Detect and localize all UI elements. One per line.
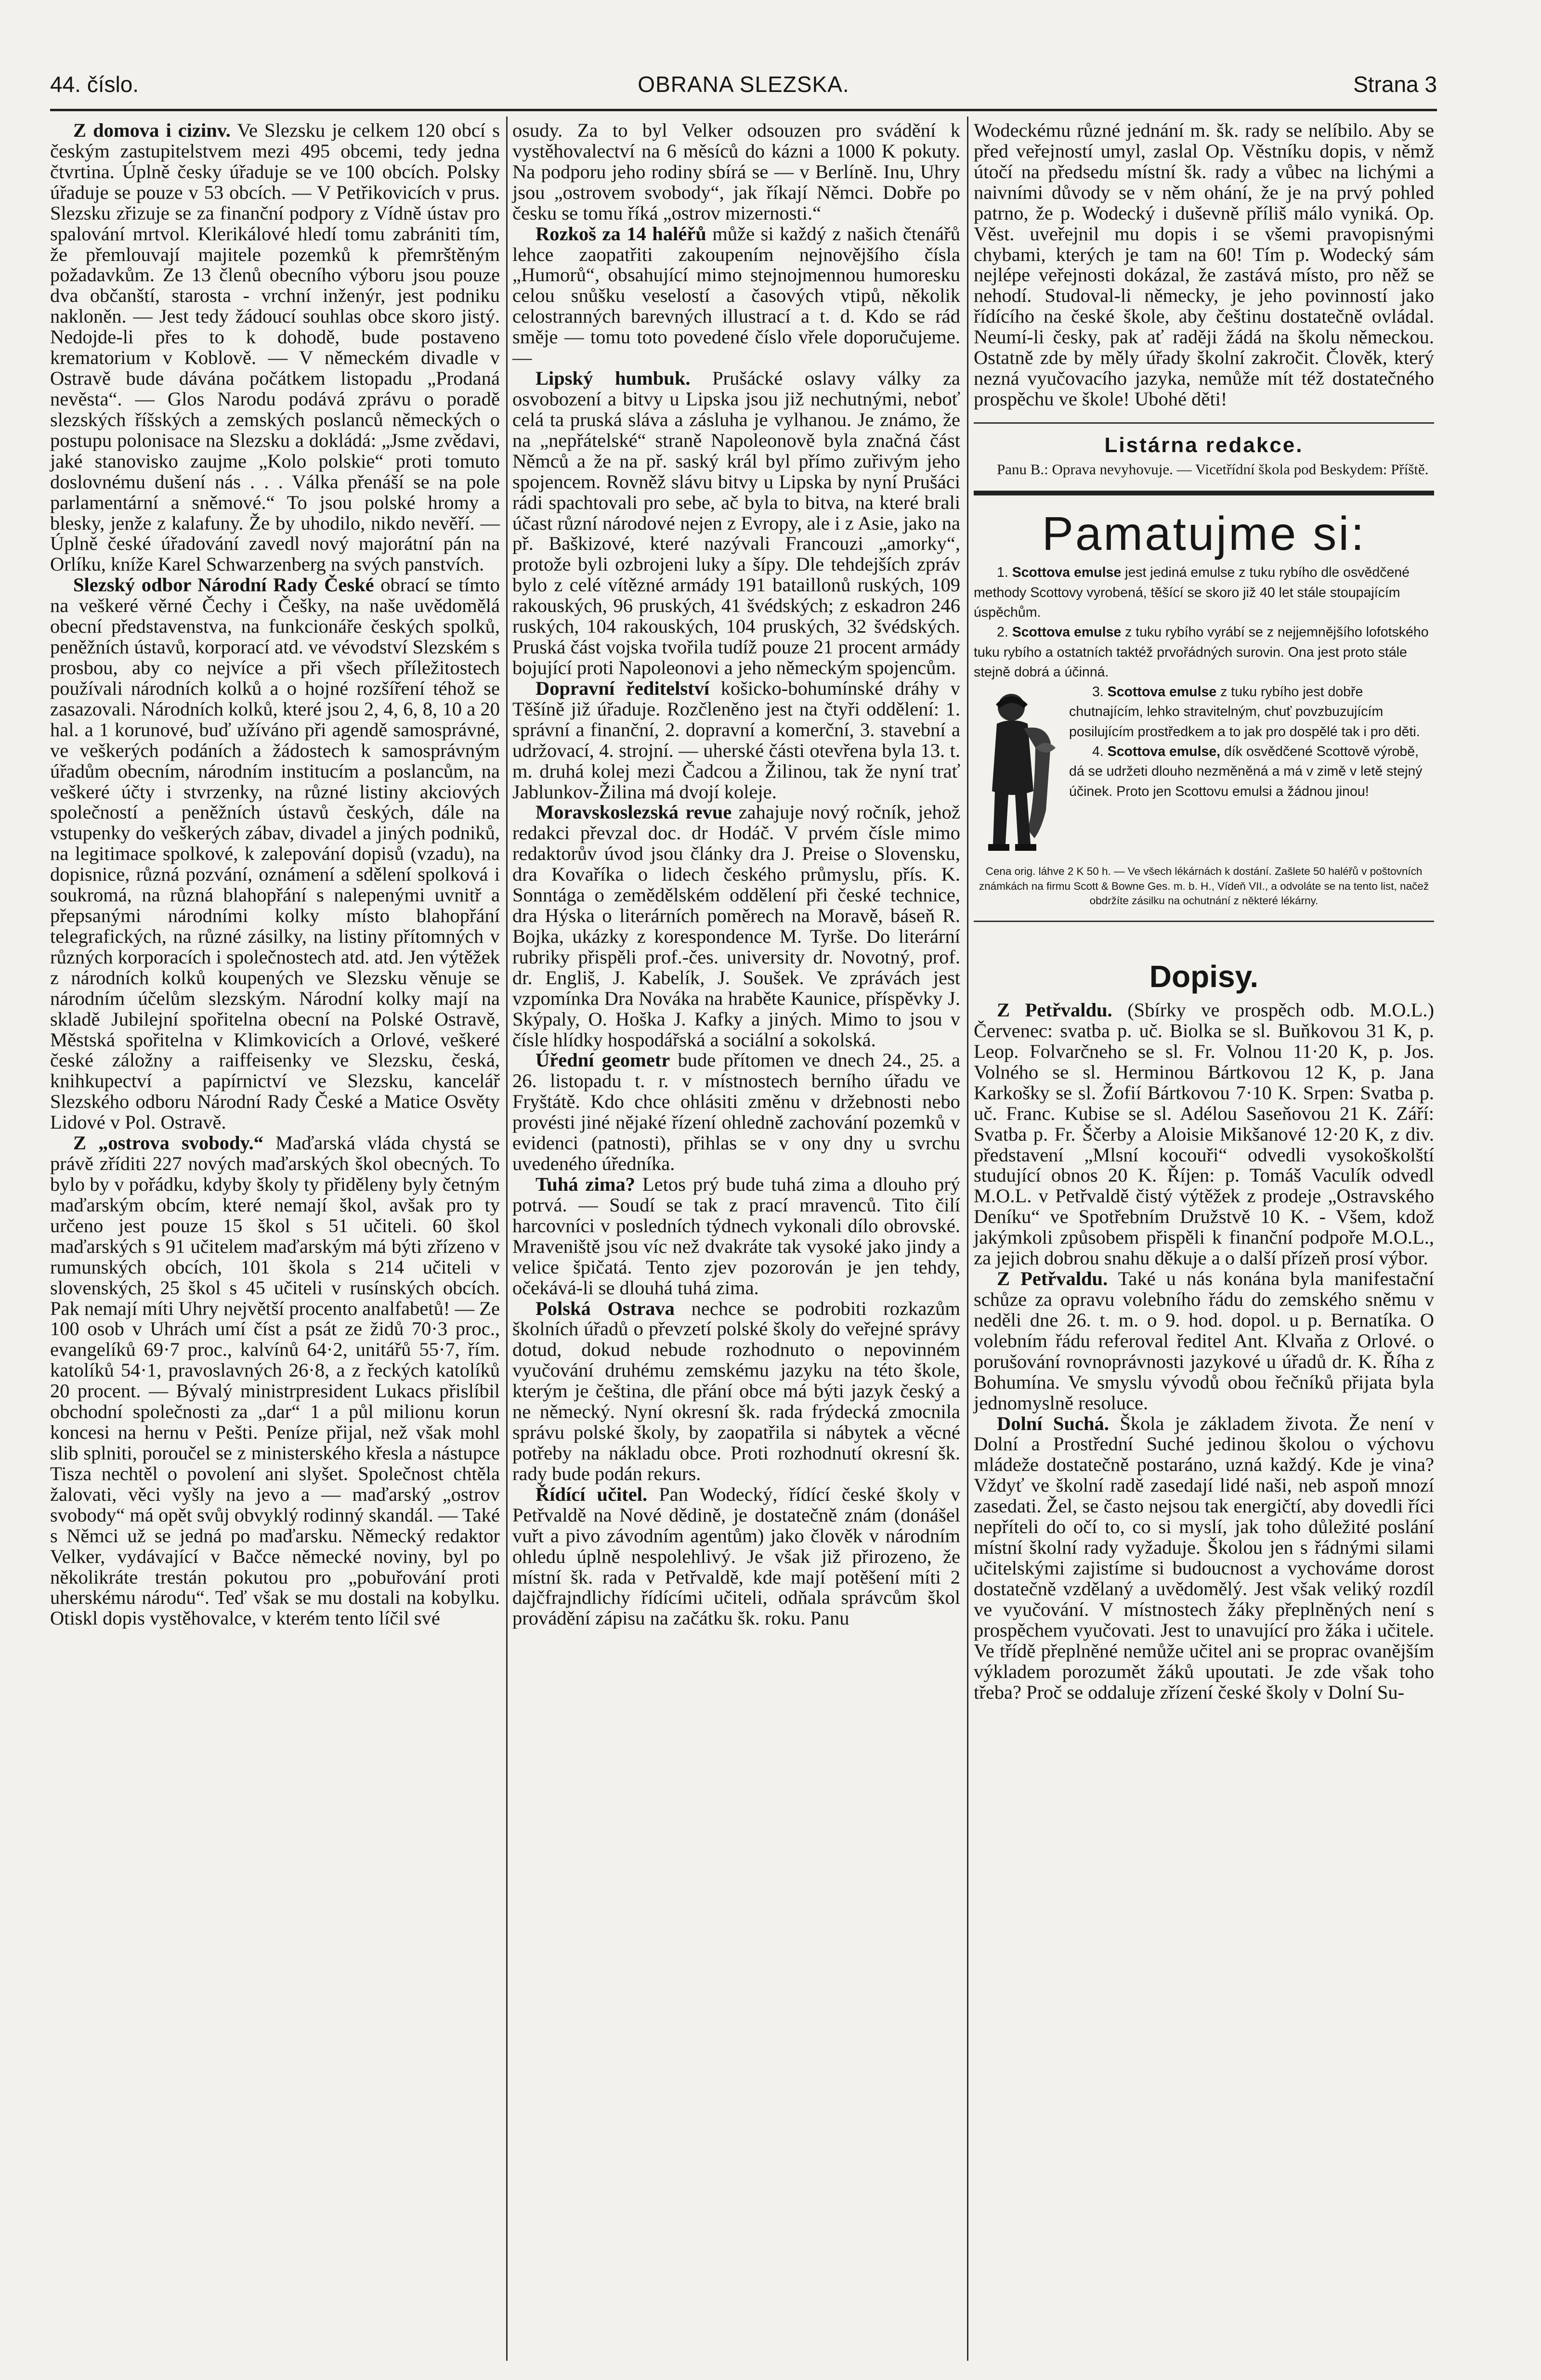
listarna-heading: Listárna redakce. [1104, 433, 1304, 457]
article-rozkos [512, 224, 960, 368]
article-continuation: Wodeckému různé jednání m. šk. rady se nelíbilo. Aby se před veřejností umyl, zaslal Op. Věstníku dopis, v němž útočí na předsedu místní šk. rady a vůbec na lichými a naivními důvody se v něm ohání, že je na prvý pohled patrno, že p. Wodecký i duševně příliš málo vyniká. Op. Věst. uveřejnil mu dopis i se všemi pravopisnými chybami, kterých je tam na 60! Tím p. Wodecký sám nejlépe veřejnosti dokázal, že zastává místo, pro něž se nehodí. Studoval-li německy, je jeho povinností jako řídícího na české škole, aby češtinu dostatečně ovládal. Neumí-li česky, pak ať raději žádá na školu německou. Ostatně zde by měly úřady školní zakročit. Člověk, který nezná vyučovacího jazyka, nemůže mít též dostatečného prospěchu ve škole! Ubohé děti! [974, 119, 1434, 410]
article-lead: Slezský odbor Národní Rady České [73, 574, 374, 596]
ad-point-2: 2. Scottova emulse z tuku rybího vyrábí se z nejjemnějšího lofotského tuku rybího a ostatních taktéž prvořádných surovin. Ona jest proto stále stejně dobrá a účinná. [974, 624, 1429, 680]
article-lead: Moravskoslezská revue [535, 801, 732, 823]
article-text: nechce se podrobiti rozkazům školních úřadů o převzetí polské školy do veřejné správy dotud, dokud nebude rozhodnuto o nepovinném vyučování druhému zemskému jazyku na této škole, kterým je čeština, dle přání obce má býti jazyk český a ne německý. Nyní okresní šk. rada frýdecká zmocnila správu polské školy, by zaopatřila si nábytek a věcné potřeby na nákladu obce. Proti rozhodnutí okresní šk. rady bude podán rekurs. [512, 1297, 960, 1484]
header-rule [50, 109, 1437, 111]
article-z-domova [50, 120, 500, 575]
article-ridici-ucitel [512, 1484, 960, 1629]
article-lead: Z Petřvaldu. [997, 999, 1112, 1021]
article-lead: Polská Ostrava [535, 1297, 675, 1319]
ad-headline: Pamatujme si: [1042, 507, 1366, 560]
article-lead: Dopravní ředitelství [535, 677, 710, 699]
ad-body [974, 682, 1434, 858]
page-number: Strana 3 [1353, 72, 1437, 97]
article-text: Pan Wodecký, řídící české školy v Petřvaldě na Nové dědině, je dostatečně znám (donášel vuřt a pivo závodním agentům) jako člověk v národním ohledu úplně nespolehlivý. Je však již přirozeno, že místní šk. rada v Petřvaldě, kde mají potěšení míti 2 dajčfrajndlichy řídícími učiteli, odňala správcům škol provádění zápisu na začátku šk. roku. Panu [512, 1483, 960, 1629]
article-text: obrací se tímto na veškeré věrné Čechy i Češky, na naše uvědomělá obecní představenstva, na funkcionáře českých spolků, peněžních ústavů, korporací atd. ve vévodství Slezském s prosbou, aby co nejvíce a při všech příležitostech používali národních kolků a o hojné rozšíření téhož se zasazovali. Národních kolků, které jsou 2, 4, 6, 8, 10 a 20 hal. a 1 korunové, buď užíváno při agendě samosprávné, ve veškerých podáních a žádostech k samosprávným úřadům obecním, národním institucím a poslancům, na veškeré účty i stvrzenky, na různé listiny akciových společností a peněžních ústavů českých, dále na vstupenky do veškerých zábav, divadel a jiných podniků, na legitimace spolkové, k zalepování dopisů (vzadu), na dopisnice, různá pozvání, oznámení a sdělení spolková i soukromá, na různá blahopřání s nalepenými uvnitř a přepsanými národními kolky místo blahopřání telegrafických, na různé zásilky, na listiny přítomných v různých korporacích i společnostech atd. atd. Jen výtěžek z národních kolků koupených ve Slezsku věnuje se národním účelům slezským. Národní kolky mají na skladě Jubilejní spořitelna obecní na Polské Ostravě, Městská spořitelna v Klimkovicích a Orlové, veškeré české záložny a raiffeisenky ve Slezsku, česká, knihkupectví a papírnictví ve Slezsku, kancelář Slezského odboru Národní Rady České a Matice Osvěty Lidové v Pol. Ostravě. [50, 574, 500, 1133]
article-lead: Z „ostrova svobody.“ [73, 1132, 263, 1154]
article-lead: Tuhá zima? [535, 1173, 635, 1196]
article-text: zahajuje nový ročník, jehož redakci převzal doc. dr Hodáč. V prvém čísle mimo redaktorův úvod jsou články dra J. Preise o Slovensku, dra Kovaříka o lidech českého průmyslu, přís. K. Sonntága o zemědělském oddělení při české technice, dra Hýska o literárních poměrech na Moravě, báseň R. Bojka, ukázky z korespondence M. Tyrše. Do literární rubriky přispěli prof.-čes. university dr. Novotný, prof. dr. Engliš, J. Kabelík, J. Soušek. Ve zprávách jest vzpomínka Dra Nováka na hraběte Kaunice, příspěvky J. Skýpaly, O. Hoška J. Kafky a jiných. Mimo to jsou v čísle hlídky hospodářská a sociální a sokolská. [512, 801, 960, 1051]
masthead-title: OBRANA SLEZSKA. [638, 72, 849, 97]
column-3 [974, 120, 1434, 2370]
article-text: bude přítomen ve dnech 24., 25. a 26. listopadu t. r. v místnostech berního úřadu ve Fryštátě. Kdo chce ohlásiti změnu v držebnosti nebo provésti jiné nějaké řízení ohledně zachování pozemků v evidenci (patnosti), přihlas se v ony dny u svrchu uvedeného úředníka. [512, 1049, 960, 1175]
column-1 [50, 120, 500, 2370]
ad-point-1: 1. Scottova emulse jest jediná emulse z tuku rybího dle osvědčené methody Scottovy vyrobená, těšící se skoro již 40 let stále stoupajícím úspěchům. [974, 565, 1410, 620]
ad-top-rule [974, 491, 1434, 495]
article-ostrova-svobody [50, 1133, 500, 1629]
article-text: Prušácké oslavy války za osvobození a bitvy u Lipska jsou již nechutnými, neboť celá ta pruská sláva a zásluha je vylhanou. Je známo, že na „nepřátelské“ straně Napoleonově byla značná část Němců a že na př. saský král byl přímo zuřivým jeho spojencem. Rovněž slávu bitvy u Lipska by nyní Prušáci rádi spachtovali pro sebe, ač byla to bitva, na které brali účast různí národové nejen z Evropy, ale i z Asie, jako na př. Baškizové, které nazývali Francouzi „amorky“, protože byli ozbrojeni luky a šípy. Dle tehdejších zpráv bylo z celé vítězné armády 191 bataillonů ruských, 109 rakouských, 96 pruských, 41 švédských; z eskadron 246 ruských, 104 rakouských, 104 pruských, 32 švédských. Pruská část vojska tvořila tudíž pouze 21 procent armády bojující proti Napoleonovi a jeho německým spojencům. [512, 367, 961, 678]
article-text: Ve Slezsku je celkem 120 obcí s českým zastupitelstvem mezi 495 obcemi, tedy jedna čtvrtina. Úplně česky úřaduje se ve 100 obcích. Polsky úřaduje se pouze v 53 obcích. — V Petřikovicích v prus. Slezsku zřizuje se za finanční podpory z Vídně ústav pro spalování mrtvol. Klerikálové hledí tomu zabrániti tím, že přemlouvají majitele pozemků k přemrštěným požadavkům. Ze 13 členů obecního výboru jsou pouze dva občanští, starosta - vrchní inženýr, jest podniku nakloněn. — Jest tedy žádoucí souhlas obce skoro jistý. Nedojde-li přes to k dohodě, bude postaveno krematorium v Koblově. — V německém divadle v Ostravě bude dávána počátkem listopadu „Prodaná nevěsta“. — Glos Narodu podává zprávu o poradě slezských říšských a zemských poslanců německých o postupu polonisace na Slezsku a dokládá: „Jsme zvědavi, jaké stanovisko zaujme „Kolo polskie“ proti tomuto doslovnému dušení nás . . . Válka přenáší se na pole parlamentární a sněmové.“ To jsou polské hromy a blesky, jenže z kalafuny. Že by uhodilo, nikdo nevěří. — Úplně české úřadování zavedl nový majorátní pán na Orlíku, kníže Karel Schwarzenberg na svých panstvích. [50, 119, 500, 575]
article-tuha-zima [512, 1174, 960, 1299]
ad-point-4: 4. Scottova emulse, dík osvědčené Scottově výrobě, dá se udržeti dlouho nezměněná a má v zimě v letě stejný účinek. Proto jen Scottovu emulsi a žádnou jinou! [1069, 744, 1423, 799]
listarna-text: Panu B.: Oprava nevyhovuje. — Vicetřídní škola pod Beskydem: Příště. [997, 460, 1429, 478]
article-continuation: osudy. Za to byl Velker odsouzen pro svádění k vystěhovalectví na 6 měsíců do kázni a 1000 K pokuty. Na podporu jeho rodiny sbírá se — v Berlíně. Inu, Uhry jsou „ostrovem svobody“, jak říkají Němci. Dobře po česku se tomu říká „ostrov mizernosti.“ [512, 119, 960, 224]
article-polska-ostrava [512, 1299, 960, 1484]
article-geometr [512, 1050, 960, 1174]
article-slezsky-odbor [50, 575, 500, 1133]
ad-points-3-4 [1069, 682, 1434, 802]
article-lead: Z domova i cizinv. [73, 119, 231, 141]
article-text: košicko-bohumínské dráhy v Těšíně již úřaduje. Rozčleněno jest na čtyři oddělení: 1. správní a finanční, 2. dopravní a komerční, 3. stavební a udržovací, 4. strojní. — uherské části otevřena byla 13. t. m. druhá kolej mezi Čadcou a Žilinou, tak že nyní trať Jablunkov-Žilina má dvojí koleje. [512, 677, 960, 803]
article-lead: Rozkoš za 14 haléřů [535, 222, 706, 245]
section-rule [974, 422, 1434, 424]
letter-petrvald-1 [974, 1000, 1434, 1269]
article-lead: Řídící učitel. [535, 1483, 648, 1505]
letter-petrvald-2 [974, 1269, 1434, 1413]
column-2 [512, 120, 960, 2370]
article-text: Maďarská vláda chystá se právě zříditi 227 nových maďarských škol obecných. To bylo by v pořádku, kdyby školy ty přiděleny byly četným maďarským obcím, které nemají škol, avšak pro ty určeno jest pouze 15 škol s 51 učiteli. 60 škol maďarských s 91 učitelem maďarským má býti zřízeno v rumunských obcích, 101 škola s 214 učiteli v slovenských, 25 škol s 45 učiteli v rusínských obcích. Pak nemají míti Uhry největší procento analfabetů! — Ze 100 osob v Uhrách umí číst a psát ze židů 70·3 proc., evangelíků 69·7 proc., kalvínů 64·2, unitářů 55·7, řím. katolíků 54·1, pravoslavných 26·8, a z řeckých katolíků 20 procent. — Bývalý ministrpresident Lukacs přislíbil obchodní společnosti za „dar“ 1 a půl milionu korun koncesi na hernu v Pešti. Peníze přijal, než však mohl slib splniti, poroučel se z ministerského křesla a nástupce Tisza nechtěl o povolení ani slyšet. Společnost chtěla žalovati, věci vyšly na jevo a — maďarský „ostrov svobody“ má opět svůj obvyklý rodinný skandál. — Také s Němci už se jedná po maďarsku. Německý redaktor Velker, vydávající v Bačce německé noviny, byl po několikráte trestán pokutou pro „pobuřování proti uherskému národu“. Teď však se mu dostali na kobylku. Otiskl dopis vystěhovalce, v kterém tento líčil své [50, 1132, 500, 1629]
fisherman-with-fish-icon [974, 685, 1060, 858]
column-divider-1 [506, 117, 508, 2361]
article-lead: Lipský humbuk. [535, 367, 691, 390]
dopisy-heading: Dopisy. [1149, 959, 1259, 994]
letter-dolni-sucha [974, 1414, 1434, 1703]
ad-price-note: Cena orig. láhve 2 K 50 h. — Ve všech lékárnách k dostání. Zašlete 50 haléřů v poštovních známkách na firmu Scott & Bowne Ges. m. b. H., Vídeň VII., a odvoláte se na tento list, načež obdržíte zásilku na ochutnání z některé lékárny. [979, 865, 1429, 907]
scott-emulsion-ad [974, 509, 1434, 908]
article-dopravni-reditelstvi [512, 678, 960, 803]
article-text: Letos prý bude tuhá zima a dlouho prý potrvá. — Soudí se tak z prací mravenců. Tito čilí harcovníci v posledních týdnech vykonali dílo obrovské. Mraveniště jsou víc než dvakráte tak vysoké jako jindy a velice špičatá. Tento zjev pozorován je jen tehdy, očekává-li se dlouhá tuhá zima. [512, 1173, 961, 1299]
article-lead: Úřední geometr [535, 1049, 670, 1071]
article-text: Škola je základem života. Že není v Dolní a Prostřední Suché jedinou školou o výchovu mládeže dostatečně postaráno, uzná každý. Kde je vina? Vždyť ve školní radě zasedají lidé naši, neb aspoň mnozí zasedati. Žel, se často nejsou tak energičtí, aby dovedli říci nepříteli do očí to, co si myslí, jak toho důležité poslání místní školní rady vyžaduje. Školou jen s řádnými silami učitelskými zajistíme si budoucnost a vychováme dorost dostatečně vzdělaný a uvědomělý. Jest však veliký rozdíl ve vyučování. V místnostech žáky přeplněných není s prospěchem vyučovati. Jest to unavující pro žáka i učitele. Ve třídě přeplněné nemůže učitel ani se proprac ovanějším výkladem porozumět žáků upoutati. Je zde však toho třeba? Proč se oddaluje zřízení české školy v Dolní Su- [974, 1412, 1434, 1703]
article-text: (Sbírky ve prospěch odb. M.O.L.) Červenec: svatba p. uč. Biolka se sl. Buňkovou 31 K, p. Leop. Folvarčneho se sl. Fr. Volnou 11·20 K, p. Jos. Volného se sl. Herminou Bártkovou 12 K, p. Jana Karkošky se sl. Žofií Bártkovou 7·10 K. Srpen: Svatba p. uč. Franc. Kubise se sl. Adélou Saseňovou 21 K. Září: Svatba p. Fr. Ščerby a Aloisie Mikšanové 12·20 K, z div. představení „Mlsní kocouři“ odvedli vysokoškolští studující obnos 20 K. Říjen: p. Tomáš Vaculík odvedl M.O.L. v Petřvaldě čistý výtěžek z prodeje „Ostravského Deníku“ ve Spotřebním Družstvě 10 K. - Všem, kdož jakýmkoli způsobem přispěli k finanční podpoře M.O.L., za jejich dobrou snahu děkuje a o další přízeň prosí výbor. [974, 999, 1434, 1269]
article-revue [512, 802, 960, 1050]
article-text: může si každý z našich čtenářů lehce zaopatřiti zakoupením nejnovějšího čísla „Humorů“, obsahující mimo stejnojmennou humoresku celou snůšku veselostí a časových vtipů, několik celostranných barevných illustrací a t. d. Kdo se rád směje — tomu toto povedené číslo vřele doporučujeme.— [512, 222, 960, 369]
ad-bottom-rule [974, 921, 1434, 922]
page-header [50, 71, 1437, 110]
article-text: Také u nás konána byla manifestační schůze za opravu volebního řádu do zemského sněmu v neděli dne 26. t. m. o 9. hod. dopol. u p. Bernatíka. O volebním řádu referoval ředitel Ant. Klvaňa z Orlové. o porušování rovnoprávnosti jazykové u úřadů dr. K. Říha z Bohumína. Ve smyslu vývodů obou řečníků přijata byla jednomyslně resoluce. [974, 1268, 1434, 1414]
article-lipsky-humbuk [512, 368, 960, 678]
article-lead: Dolní Suchá. [997, 1412, 1109, 1434]
column-divider-2 [967, 117, 968, 2361]
issue-number: 44. číslo. [50, 72, 139, 97]
article-lead: Z Petřvaldu. [997, 1268, 1108, 1290]
ad-point-3: 3. Scottova emulse z tuku rybího jest dobře chutnajícím, lehko stravitelným, chuť povzbuzujícím posilujícím prostředkem a to jak pro dospělé tak i pro děti. [1069, 684, 1420, 740]
